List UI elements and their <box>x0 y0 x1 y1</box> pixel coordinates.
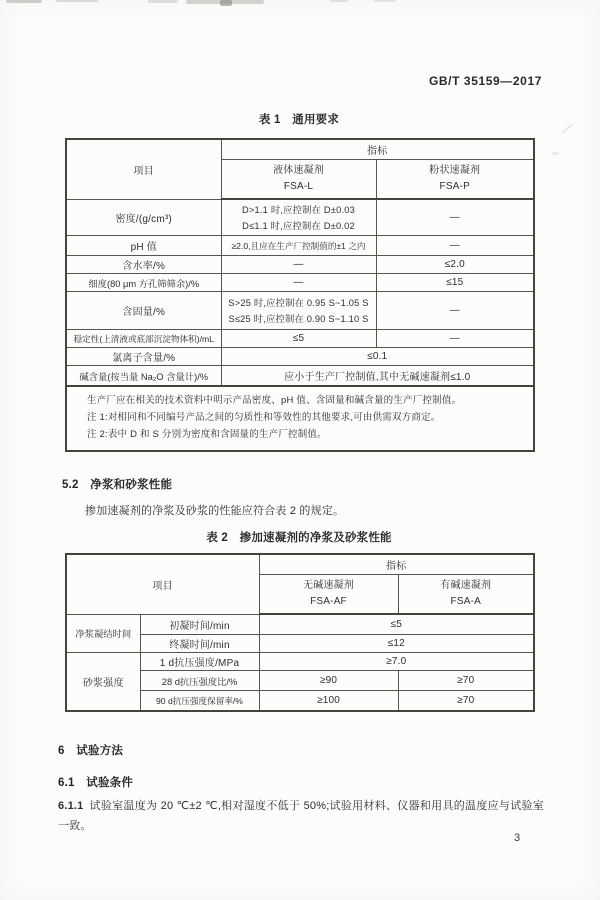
t2-row-28d-a: ≥70 <box>398 671 534 691</box>
t1-row-density-liquid: D>1.1 时,应控制在 D±0.03 D≤1.1 时,应控制在 D±0.02 <box>221 199 376 236</box>
t2-header-item: 项目 <box>66 554 259 614</box>
scan-smudge <box>6 0 42 3</box>
t1-row-water-liquid: — <box>221 256 376 274</box>
table1-caption: 表 1 通用要求 <box>258 114 340 126</box>
table-notes-row <box>66 386 534 451</box>
t1-row-density-powder: — <box>376 199 534 236</box>
scan-smudge <box>56 0 98 2</box>
t1-note-line: 生产厂应在相关的技术资料中明示产品密度、pH 值、含固量和碱含量的生产厂控制值。 <box>87 395 462 406</box>
t1-row-ph-label: pH 值 <box>66 236 221 256</box>
t1-note-line: 注 1:对相同和不同编号产品之间的匀质性和等效性的其他要求,可由供需双方商定。 <box>87 412 441 423</box>
t1-row-alkali-label: 碱含量(按当量 Na₂O 含量计)/% <box>66 366 221 387</box>
table1-general-requirements <box>65 138 535 452</box>
t2-row-initial-label: 初凝时间/min <box>140 614 259 635</box>
t2-row-1d-value: ≥7.0 <box>259 653 534 671</box>
t1-row-stability-powder: — <box>376 330 534 348</box>
scan-smudge <box>330 0 348 2</box>
t2-row-28d-af: ≥90 <box>259 671 398 691</box>
section-6-1-1-paragraph <box>58 796 544 836</box>
t1-row-water-powder: ≤2.0 <box>376 256 534 274</box>
table-row <box>66 614 534 635</box>
t1-header-indicator: 指标 <box>221 139 534 160</box>
scan-smudge <box>374 0 396 2</box>
t1-note-line: 注 2:表中 D 和 S 分别为密度和含固量的生产厂控制值。 <box>87 429 327 440</box>
t2-row-1d-label: 1 d抗压强度/MPa <box>140 653 259 671</box>
scan-smudge <box>148 0 178 3</box>
section-6-heading: 6 试验方法 <box>58 745 124 757</box>
page-number: 3 <box>514 832 521 844</box>
t2-header-indicator: 指标 <box>259 554 534 575</box>
t2-row-final-value: ≤12 <box>259 635 534 653</box>
t1-row-chloride-label: 氯离子含量/% <box>66 348 221 366</box>
table-row <box>66 366 534 387</box>
table-row <box>66 274 534 292</box>
t1-row-water-label: 含水率/% <box>66 256 221 274</box>
t1-row-fineness-label: 细度(80 μm 方孔筛筛余)/% <box>66 274 221 292</box>
scan-smudge <box>552 152 559 155</box>
t1-row-solid-label: 含固量/% <box>66 292 221 330</box>
t2-row-90d-a: ≥70 <box>398 691 534 712</box>
table-row <box>66 330 534 348</box>
t1-header-powder: 粉状速凝剂 FSA-P <box>376 160 534 200</box>
t1-row-alkali-value: 应小于生产厂控制值,其中无碱速凝剂≤1.0 <box>221 366 534 387</box>
t1-notes <box>66 386 534 451</box>
table2-caption: 表 2 掺加速凝剂的净浆及砂浆性能 <box>206 532 392 544</box>
t2-row-90d-af: ≥100 <box>259 691 398 712</box>
table-row <box>66 292 534 330</box>
section-5-2-heading: 5.2 净浆和砂浆性能 <box>62 479 173 491</box>
t1-row-fineness-powder: ≤15 <box>376 274 534 292</box>
t1-row-stability-liquid: ≤5 <box>221 330 376 348</box>
t2-row-28d-label: 28 d抗压强度比/% <box>140 671 259 691</box>
section-6-1-heading: 6.1 试验条件 <box>58 777 134 789</box>
t2-row-90d-label: 90 d抗压强度保留率/% <box>140 691 259 712</box>
t1-row-solid-liquid: S>25 时,应控制在 0.95 S~1.05 S S≤25 时,应控制在 0.90 S~1.10 S <box>221 292 376 330</box>
t1-row-solid-powder: — <box>376 292 534 330</box>
t1-row-ph-liquid: ≥2.0,且应在生产厂控制值的±1 之内 <box>221 236 376 256</box>
t2-row-final-label: 终凝时间/min <box>140 635 259 653</box>
t2-header-a: 有碱速凝剂 FSA-A <box>398 575 534 615</box>
document-number: GB/T 35159—2017 <box>428 74 542 88</box>
t2-group-setting-time: 净浆凝结时间 <box>66 614 140 653</box>
t2-row-initial-value: ≤5 <box>259 614 534 635</box>
t2-header-af: 无碱速凝剂 FSA-AF <box>259 575 398 615</box>
table-row <box>66 236 534 256</box>
t1-row-fineness-liquid: — <box>221 274 376 292</box>
section-5-2-paragraph: 掺加速凝剂的净浆及砂浆的性能应符合表 2 的规定。 <box>85 505 345 517</box>
table-row <box>66 199 534 236</box>
t1-row-ph-powder: — <box>376 236 534 256</box>
t1-row-chloride-value: ≤0.1 <box>221 348 534 366</box>
clause-body: 试验室温度为 20 ℃±2 ℃,相对湿度不低于 50%;试验用材料、仪器和用具的温度应与试验室一致。 <box>58 800 544 832</box>
scan-smudge <box>561 124 573 135</box>
clause-number: 6.1.1 <box>58 800 84 812</box>
table-row <box>66 653 534 671</box>
t1-header-liquid: 液体速凝剂 FSA-L <box>221 160 376 200</box>
t1-row-stability-label: 稳定性(上清液或底部沉淀物体积)/mL <box>66 330 221 348</box>
table-row <box>66 348 534 366</box>
t1-header-item: 项目 <box>66 139 221 199</box>
scan-smudge <box>220 0 232 6</box>
t2-group-mortar-strength: 砂浆强度 <box>66 653 140 712</box>
table2-paste-mortar-performance <box>65 553 535 712</box>
t1-row-density-label: 密度/(g/cm³) <box>66 199 221 236</box>
table-row <box>66 256 534 274</box>
